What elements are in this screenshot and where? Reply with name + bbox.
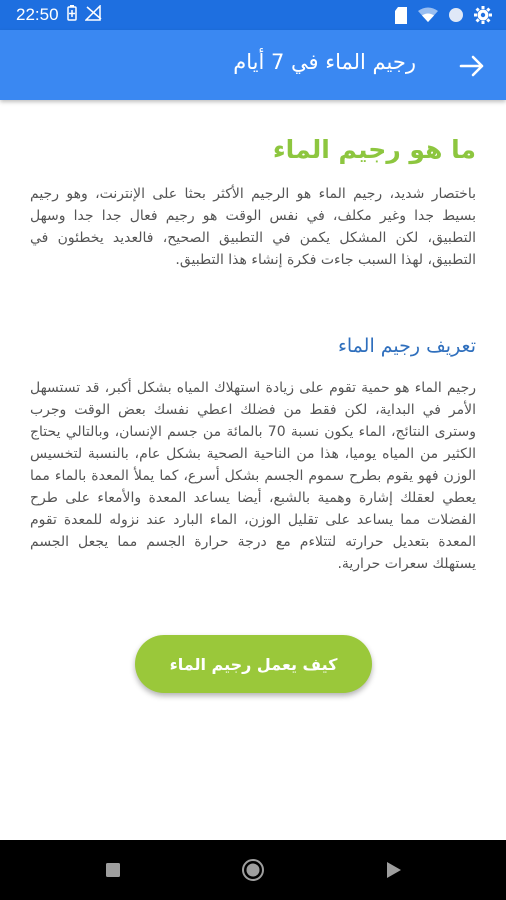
home-icon[interactable] (241, 858, 265, 882)
article-heading: ما هو رجيم الماء (272, 135, 476, 164)
recents-icon[interactable] (101, 858, 125, 882)
no-signal-icon (85, 5, 103, 25)
article-intro: باختصار شديد، رجيم الماء هو الرجيم الأكثر بحثا على الإنترنت، وهو رجيم بسيط جدا وغير مكلف، في نفس الوقت هو رجيم فعال جدا جدا وسهل التطبيق، لكن المشكل يكمن في التطبيق الصحيح، فالعديد يخطئون في التطبيق، لهذا السبب جاءت فكرة إنشاء هذا التطبيق. (30, 186, 476, 268)
back-icon[interactable] (381, 858, 405, 882)
status-time: 22:50 (16, 5, 59, 24)
status-bar (0, 0, 506, 30)
system-nav-bar (0, 840, 506, 900)
app-bar (0, 30, 506, 100)
how-it-works-button[interactable]: كيف يعمل رجيم الماء (135, 635, 372, 693)
settings-icon (474, 6, 492, 28)
app-title: رجيم الماء في 7 أيام (233, 50, 416, 74)
status-right (394, 6, 492, 28)
sd-card-icon (394, 7, 408, 28)
wifi-icon (418, 7, 438, 27)
arrow-right-icon[interactable] (458, 52, 486, 80)
article-subheading: تعريف رجيم الماء (337, 335, 476, 357)
circle-icon (448, 7, 464, 27)
battery-saver-icon (67, 5, 77, 25)
article-content (0, 100, 506, 840)
status-left (16, 5, 103, 25)
article-definition: رجيم الماء هو حمية تقوم على زيادة استهلاك المياه بشكل أكبر، قد تستسهل الأمر في البداية، لكن فقط من فضلك اعطي نفسك بعض الوقت وجرب وسترى النتائج، الماء يكون نسبة 70 بالمائة من جسم الإنسان، وبالتالي يحتاج الكثير من المياه يوميا، هذا من الناحية الصحية بشكل عام، بالنسبة لتخسيس الوزن فهو يقوم بطرح سموم الجسم بشكل أسرع، كما يملأ المعدة بالماء مما يعطي لعقلك إشارة وهمية بالشبع، أيضا يساعد المعدة والأمعاء على طرح الفضلات مما يساعد على تقليل الوزن، الماء البارد عند نزوله للمعدة تقوم المعدة بتعديل حرارته لتتلاءم مع درجة حرارة الجسم مما يجعل الجسم يستهلك سعرات حرارية. (30, 380, 476, 572)
